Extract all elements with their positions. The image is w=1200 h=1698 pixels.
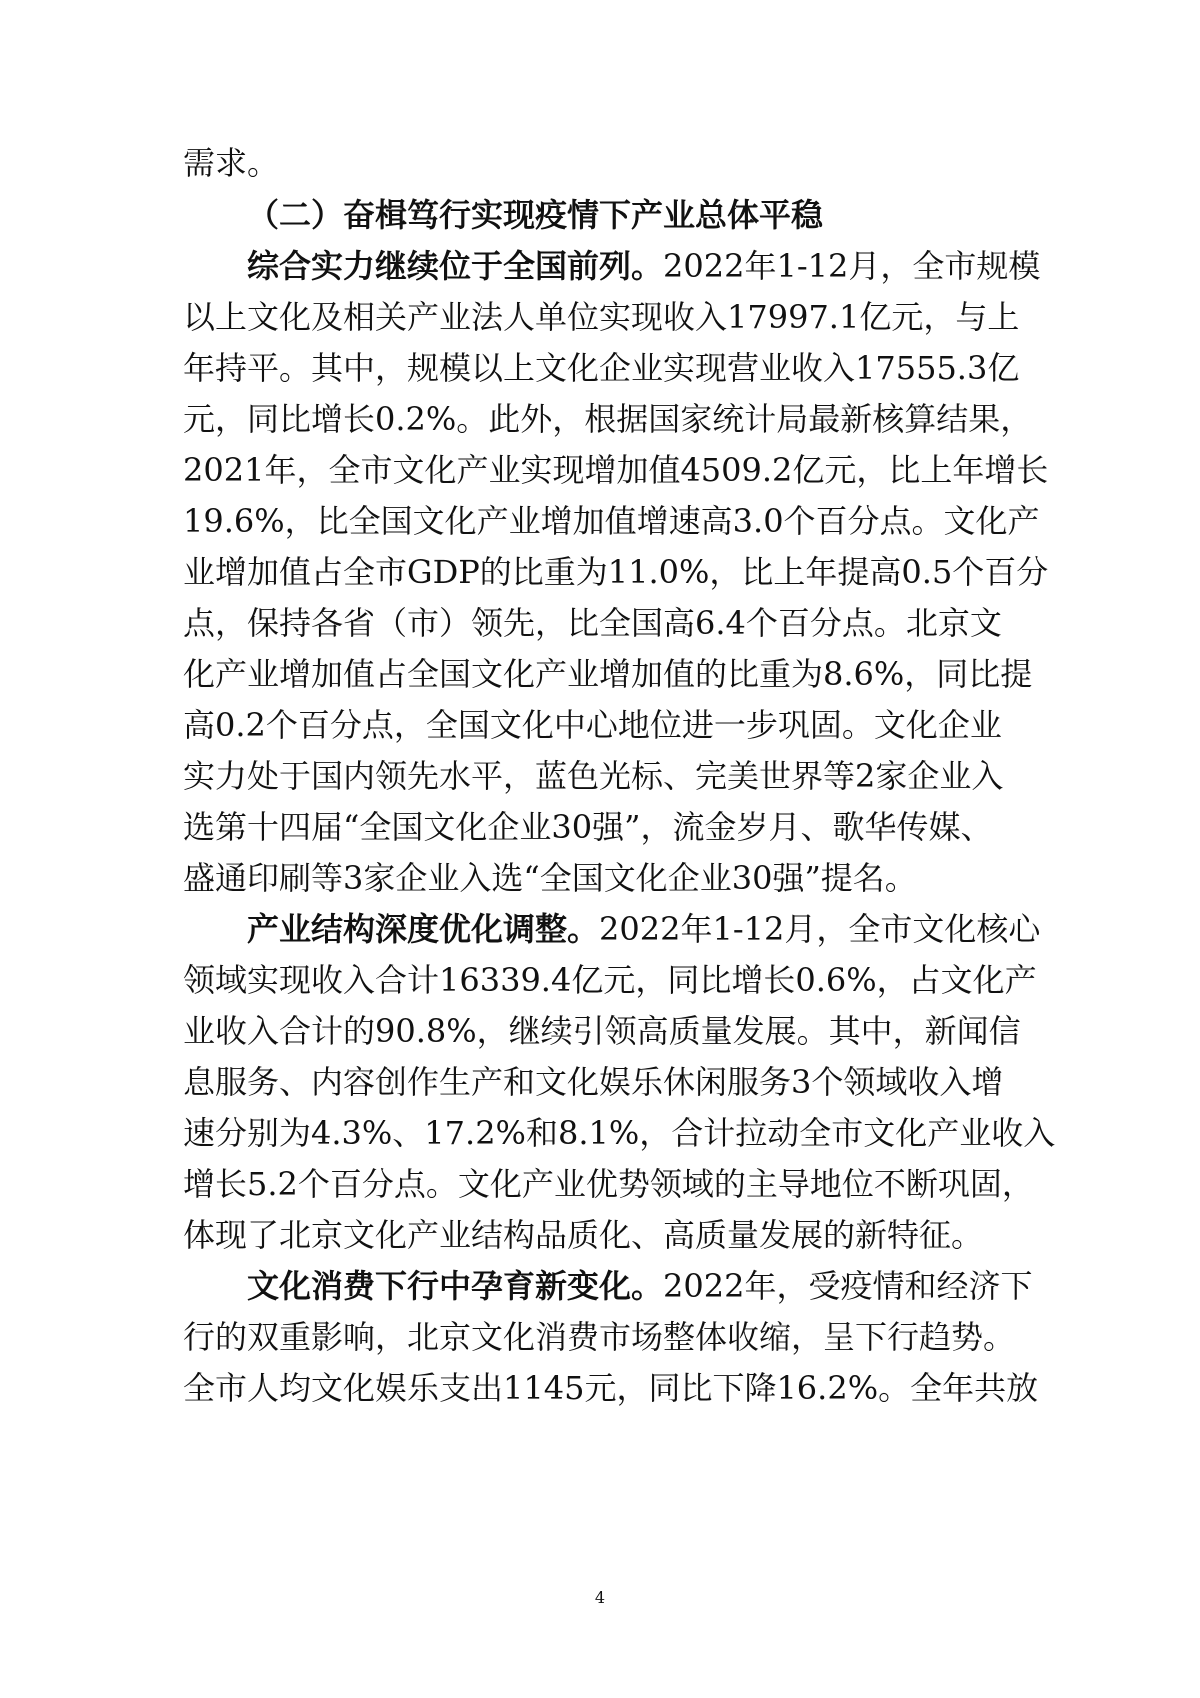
paragraph-line: 盛通印刷等3家企业入选“全国文化企业30强”提名。 xyxy=(183,859,917,897)
paragraph-line: 增长5.2个百分点。文化产业优势领域的主导地位不断巩固， xyxy=(183,1165,1034,1203)
paragraph-lead: 文化消费下行中孕育新变化。 xyxy=(247,1267,664,1305)
paragraph-line: 行的双重影响，北京文化消费市场整体收缩，呈下行趋势。 xyxy=(183,1318,1016,1356)
paragraph-text: 2022年1-12月，全市规模 xyxy=(663,247,1041,285)
paragraph-line: 业收入合计的90.8%，继续引领高质量发展。其中，新闻信 xyxy=(183,1012,1021,1050)
paragraph-line: 业增加值占全市GDP的比重为11.0%，比上年提高0.5个百分 xyxy=(183,553,1049,591)
paragraph-line xyxy=(247,909,1040,949)
paragraph-line: 元，同比增长0.2%。此外，根据国家统计局最新核算结果， xyxy=(183,400,1033,438)
paragraph-lead: 产业结构深度优化调整。 xyxy=(247,910,600,948)
paragraph-line: 体现了北京文化产业结构品质化、高质量发展的新特征。 xyxy=(183,1216,984,1254)
paragraph-line: 选第十四届“全国文化企业30强”，流金岁月、歌华传媒、 xyxy=(183,808,993,846)
page-number: 4 xyxy=(594,1588,606,1607)
section-heading: （二）奋楫笃行实现疫情下产业总体平稳 xyxy=(247,196,824,234)
paragraph-line: 年持平。其中，规模以上文化企业实现营业收入17555.3亿 xyxy=(183,349,1020,387)
paragraph-line: 19.6%，比全国文化产业增加值增速高3.0个百分点。文化产 xyxy=(183,502,1040,540)
paragraph-line: 化产业增加值占全国文化产业增加值的比重为8.6%，同比提 xyxy=(183,655,1033,693)
paragraph-text: 2022年1-12月，全市文化核心 xyxy=(599,910,1041,948)
paragraph-line: 高0.2个百分点，全国文化中心地位进一步巩固。文化企业 xyxy=(183,706,1002,744)
paragraph-lead: 综合实力继续位于全国前列。 xyxy=(247,247,664,285)
paragraph-line: 速分别为4.3%、17.2%和8.1%，合计拉动全市文化产业收入 xyxy=(183,1114,1056,1152)
paragraph-line xyxy=(247,246,1040,286)
paragraph-line xyxy=(247,1266,1032,1306)
paragraph-text: 2022年，受疫情和经济下 xyxy=(663,1267,1033,1305)
paragraph-line: 以上文化及相关产业法人单位实现收入17997.1亿元，与上 xyxy=(183,298,1020,336)
paragraph-line: 息服务、内容创作生产和文化娱乐休闲服务3个领域收入增 xyxy=(183,1063,1004,1101)
paragraph-line: 领域实现收入合计16339.4亿元，同比增长0.6%，占文化产 xyxy=(183,961,1037,999)
paragraph-line: 全市人均文化娱乐支出1145元，同比下降16.2%。全年共放 xyxy=(183,1369,1039,1407)
paragraph-line: 实力处于国内领先水平，蓝色光标、完美世界等2家企业入 xyxy=(183,757,1004,795)
paragraph-line: 点，保持各省（市）领先，比全国高6.4个百分点。北京文 xyxy=(183,604,1002,642)
intro-text: 需求。 xyxy=(183,144,280,182)
paragraph-line: 2021年，全市文化产业实现增加值4509.2亿元，比上年增长 xyxy=(183,451,1049,489)
